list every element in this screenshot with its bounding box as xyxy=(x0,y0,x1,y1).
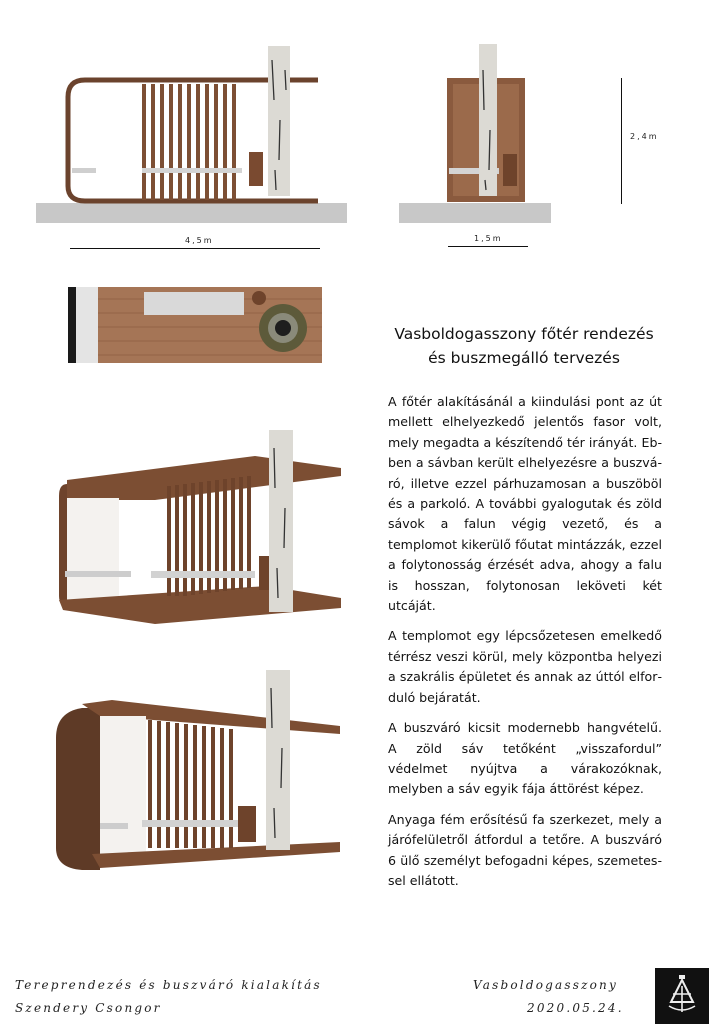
footer-date: 2020.05.24. xyxy=(527,1001,624,1015)
render1-bench-left xyxy=(65,571,131,577)
side-tree-trunk xyxy=(479,44,497,196)
width-dimension-label: 4,5m xyxy=(185,236,214,245)
plan-edge-light xyxy=(76,287,98,363)
plan-edge-dark xyxy=(68,287,76,363)
footer-author: Szendery Csongor xyxy=(15,1001,162,1015)
render2-bench-main xyxy=(142,820,246,827)
width-dimension-line xyxy=(70,248,320,249)
logo-box xyxy=(655,968,709,1024)
render2-bin xyxy=(238,806,256,842)
wood-slats xyxy=(142,84,236,200)
ground-slab xyxy=(36,203,347,223)
footer-project: Tereprendezés és buszváró kialakítás xyxy=(15,978,322,992)
height-dimension-label: 2,4m xyxy=(630,132,659,141)
render1-bench-main xyxy=(151,571,255,578)
depth-dimension-label: 1,5m xyxy=(474,234,503,243)
plan-bin xyxy=(252,291,266,305)
paragraph-2: A templomot egy lépcsőzetesen emelkedő térrész veszi körül, mely központba helyezi a szakrális épületet és annak az úttól elforduló bejáratát. xyxy=(388,628,662,705)
tree-trunk xyxy=(268,46,290,196)
footer-place: Vasboldogasszony xyxy=(473,978,618,992)
plan-bench xyxy=(144,292,244,315)
render2-tree-trunk xyxy=(266,670,290,850)
render1-tree-trunk xyxy=(269,430,293,612)
bench-left xyxy=(72,168,96,173)
front-elevation-drawing xyxy=(30,40,360,230)
trash-bin xyxy=(249,152,263,186)
perspective-render-2 xyxy=(52,668,344,878)
paragraph-3: A buszváró kicsit modernebb hangvételű. A zöld sáv tetőként „visszafordul” védelmet nyújtva a várakozóknak, melyben a sáv egyik fája áttörést képez. xyxy=(388,720,662,797)
plan-tree-trunk xyxy=(275,320,291,336)
side-elevation-drawing xyxy=(395,40,555,230)
paragraph-4: Anyaga fém erősítésű fa szerkezet, mely a járófelületről átfordul a tetőre. A buszváró 6 ülő személyt befogadni képes, szemetessel ellátott. xyxy=(388,811,662,888)
height-dimension-line xyxy=(621,78,622,204)
paragraph-1: A főtér alakításánál a kiindulási pont az út mellett elhelyezkedő jelentős fasor volt, mely megadta a készítendő tér irányát. Ebben a sávban került elhelyezésre a buszváró, illetve ezzel párhuzamosan a buszöböl és a parkoló. A további gyalogutak és zöld sávok a falun végig vezető, és a templomot kikerülő főutat mintázzák, ezzel a folytonosság érzését adva, ahogy a falu is hosszan, folytonosan leköveti két utcáját. xyxy=(388,394,662,614)
bench-main xyxy=(142,168,242,173)
depth-dimension-line xyxy=(448,246,528,247)
render2-slats xyxy=(148,720,233,848)
render2-bench-left xyxy=(100,823,128,829)
plan-view-drawing xyxy=(66,285,324,365)
render1-roof xyxy=(67,456,341,500)
page-title: Vasboldogasszony főtér rendezés és buszmegálló tervezés xyxy=(394,325,654,367)
side-bin xyxy=(503,154,517,186)
ground-slab-side xyxy=(399,203,551,223)
perspective-render-1 xyxy=(55,428,345,628)
school-crest-logo-icon xyxy=(655,968,709,1024)
render2-side-shell xyxy=(56,708,100,870)
description-text xyxy=(388,392,662,901)
